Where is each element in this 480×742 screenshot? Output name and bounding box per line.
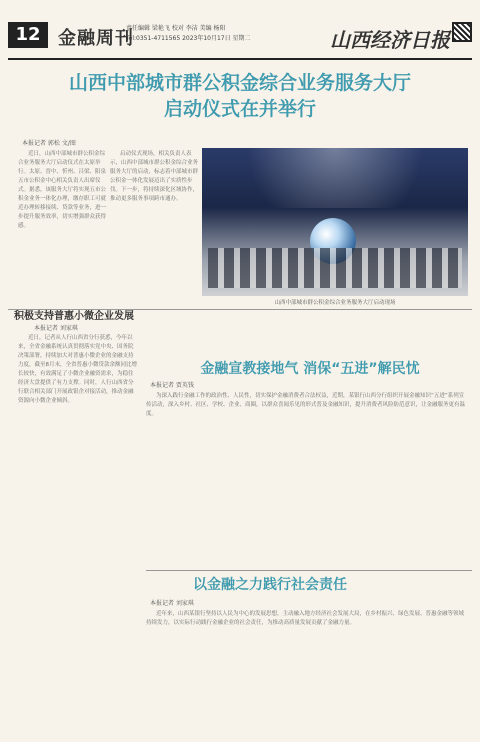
article-2-column [146, 392, 466, 568]
headline-2: 金融宣教接地气 消保“五进”解民忧 [200, 361, 420, 377]
audience-row [208, 248, 462, 288]
article-3-column [146, 610, 466, 736]
article-2-paragraph: 为深入践行金融工作的政治性、人民性，切实保护金融消费者合法权益，近期，某银行山西分行组织开展金融知识“五进”系列宣传活动，深入乡村、社区、学校、企业、商圈，以群众喜闻乐见的形式普及金融知识，提升消费者风险防范意识，让金融服务更有温度。 [146, 393, 466, 417]
event-photo [202, 148, 468, 296]
sidebar-byline: 本报记者 刘家琪 [34, 325, 78, 332]
section-title: 金融周刊 [58, 28, 134, 49]
newspaper-header [8, 22, 472, 60]
article-1-column-1 [18, 150, 106, 300]
stage-lights [202, 148, 468, 208]
byline-1: 本报记者 郭松 文/图 [22, 140, 76, 147]
byline-3: 本报记者 刘家琪 [150, 600, 194, 607]
page-number: 12 [8, 22, 48, 48]
article-1-paragraph: 启动仪式现场，相关负责人表示，山西中部城市群公积金综合业务服务大厅的启动，标志着中部城市群公积金一体化发展迈出了实质性步伐。下一步，将持续深化区域协作，推动更多服务事项跨市通办。 [110, 151, 198, 202]
header-rule [8, 58, 472, 60]
masthead-logo: 山西经济日报 [330, 28, 450, 52]
article-1-paragraph: 近日，山西中部城市群公积金综合业务服务大厅启动仪式在太原举行。太原、晋中、忻州、吕梁、阳泉五市公积金中心相关负责人出席仪式。据悉，该服务大厅将实现五市公积金业务一体化办理，缴存职工可就近办理转移接续、贷款等业务，进一步提升服务效率，切实增强群众获得感。 [18, 151, 106, 229]
sidebar-title: 积极支持普惠小微企业发展 [14, 311, 134, 322]
photo-caption: 山西中部城市群公积金综合业务服务大厅启动现场 [274, 300, 396, 306]
editor-meta: 责任编辑 梁艳飞 校对 李洁 美编 杨阳 Tel:0351-4711565 2023年10月17日 星期二 [126, 25, 251, 42]
article-1-column-2 [110, 150, 198, 300]
headline-1: 山西中部城市群公积金综合业务服务大厅 启动仪式在并举行 [68, 72, 411, 120]
headline-3: 以金融之力践行社会责任 [193, 577, 347, 593]
divider [146, 570, 472, 571]
sidebar-paragraph: 近日，记者从人行山西省分行获悉，今年以来，全省金融系统认真贯彻落实党中央、国务院决策部署，持续加大对普惠小微企业的金融支持力度，截至8月末，全省普惠小微贷款余额同比增长较快，有效满足了小微企业融资需求，为稳住经济大盘提供了有力支撑。同时，人行山西省分行联合相关部门开展政银企对接活动，推动金融资源向小微企业倾斜。 [18, 335, 138, 404]
article-3-paragraph: 近年来，山西某银行坚持以人民为中心的发展思想，主动融入地方经济社会发展大局，在乡村振兴、绿色发展、普惠金融等领域持续发力，以实际行动践行金融企业的社会责任，为推动高质量发展贡献了金融力量。 [146, 611, 465, 626]
byline-2: 本报记者 贾英钱 [150, 382, 194, 389]
qr-code-icon [452, 22, 472, 42]
sidebar-text [18, 334, 138, 732]
